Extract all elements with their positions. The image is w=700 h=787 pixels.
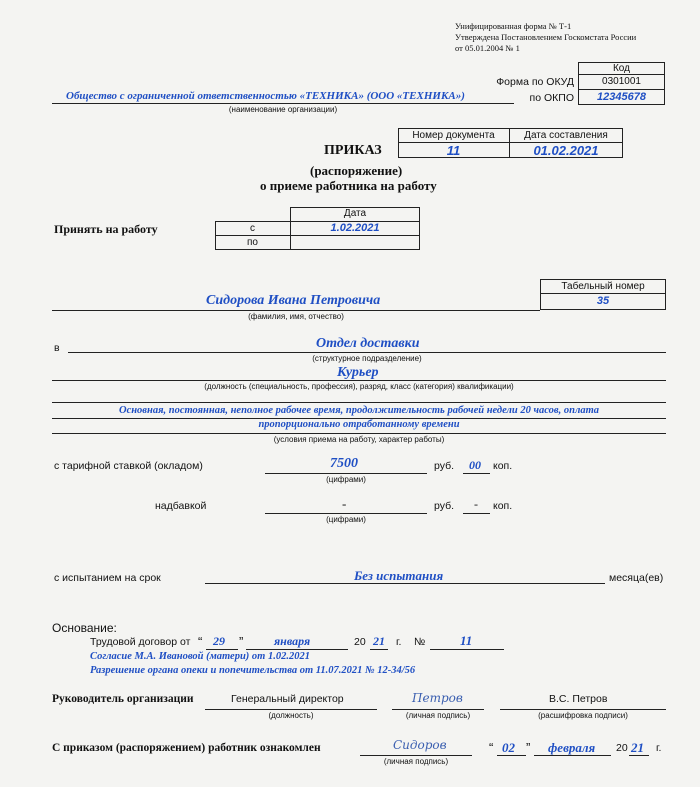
ack-day: 02 [502,740,515,755]
okpo-value: 12345678 [597,91,646,103]
basis-note1: Согласие М.А. Ивановой (матери) от 1.02.2021 [90,651,310,662]
probation-line [205,583,605,584]
ack-year-line [629,755,649,756]
contract-year-suffix: 21 [373,634,385,648]
employee-name-line [52,310,540,311]
organization-name: Общество с ограниченной ответственностью «ТЕХНИКА» (ООО «ТЕХНИКА») [66,90,465,102]
document-subtitle: (распоряжение) [310,163,403,178]
approved-line1: Утверждена Постановлением Госкомстата России [455,32,637,42]
job-title-line [52,380,666,381]
code-label: Код [612,63,630,74]
organization-caption: (наименование организации) [228,105,338,114]
contract-quote-open: “ [198,634,203,649]
rate-caption: (цифрами) [326,475,366,484]
rate-kop-value: 00 [469,458,481,472]
job-title-value: Курьер [337,365,379,380]
head-name: В.С. Петров [549,693,608,705]
hire-from-value: 1.02.2021 [330,222,380,234]
document-number-label: Номер документа [412,130,495,141]
bonus-kop-value: - [474,497,478,511]
document-date-label: Дата составления [524,130,608,141]
contract-year-label: г. [396,636,402,648]
rate-line [265,473,427,474]
employee-signature-caption: (личная подпись) [383,757,449,766]
employee-signature-line [360,755,472,756]
ack-year-prefix: 20 [616,742,628,754]
okpo-label: по ОКПО [529,92,574,104]
ack-quote-close: ” [526,740,531,755]
head-name-caption: (расшифровка подписи) [538,711,628,720]
rate-label: с тарифной ставкой (окладом) [54,460,203,472]
acknowledged-label: С приказом (распоряжением) работник ознакомлен [52,742,321,754]
hire-label: Принять на работу [54,222,158,236]
bonus-kop-line [463,513,490,514]
contract-number-line [430,649,504,650]
contract-number: 11 [460,633,473,648]
head-signature: Петров [412,691,463,705]
department-line [68,352,666,353]
head-name-line [500,709,666,710]
bonus-kop-label: коп. [493,500,513,512]
document-title: ПРИКАЗ [324,143,382,158]
contract-month-line [246,649,348,650]
bonus-caption: (цифрами) [326,515,366,524]
ack-month-line [534,755,611,756]
basis-label: Основание: [52,621,117,635]
ack-year-suffix: 21 [631,740,644,755]
ack-quote-open: “ [489,740,494,755]
head-position: Генеральный директор [231,693,344,705]
form-name: Унифицированная форма № Т-1 [455,21,572,31]
conditions-line2-rule [52,433,666,434]
employee-signature: Сидоров [393,738,447,752]
hire-date-header: Дата [343,208,367,219]
okud-label: Форма по ОКУД [496,76,574,88]
employee-name-caption: (фамилия, имя, отчество) [248,312,344,321]
contract-day: 29 [213,634,225,648]
bonus-value: - [342,496,347,511]
in-label: в [54,342,60,354]
department-caption: (структурное подразделение) [312,354,422,363]
tab-number-value: 35 [596,295,610,307]
head-position-line [205,709,377,710]
organization-line [52,103,514,104]
approved-line2: от 05.01.2004 № 1 [455,43,520,53]
head-signature-line [392,709,484,710]
contract-year-prefix: 20 [354,636,366,648]
document-topic: о приеме работника на работу [260,178,437,193]
okud-value: 0301001 [602,76,641,87]
ack-day-line [497,755,526,756]
contract-day-line [206,649,238,650]
rate-kop-line [463,473,490,474]
ack-year-label: г. [656,742,662,754]
hire-from-label: с [250,223,255,234]
rate-value: 7500 [330,456,358,471]
rate-rub-label: руб. [434,460,455,472]
document-date-value: 01.02.2021 [533,143,599,158]
contract-month: января [274,634,311,648]
conditions-line2: пропорционально отработанному времени [258,419,460,430]
head-position-caption: (должность) [268,711,314,720]
probation-label: с испытанием на срок [54,572,161,584]
hire-to-label: по [247,237,258,248]
employee-full-name: Сидорова Ивана Петровича [206,293,381,308]
basis-note2: Разрешение органа опеки и попечительства от 11.07.2021 № 12-34/56 [90,665,416,676]
conditions-caption: (условия приема на работу, характер работы) [273,435,445,444]
probation-value: Без испытания [354,568,444,583]
bonus-label: надбавкой [155,500,207,512]
tab-number-label: Табельный номер [561,281,645,292]
contract-number-sign: № [414,636,426,648]
bonus-rub-label: руб. [434,500,455,512]
conditions-line1: Основная, постоянная, неполное рабочее время, продолжительность рабочей недели 20 часов, оплата [118,405,600,416]
department-value: Отдел доставки [316,336,420,351]
bonus-line [265,513,427,514]
rate-kop-label: коп. [493,460,513,472]
contract-year-line [370,649,388,650]
head-label: Руководитель организации [52,693,194,705]
document-number-value: 11 [446,143,461,158]
ack-month: февраля [548,740,596,755]
contract-label: Трудовой договор от [90,636,191,648]
head-signature-caption: (личная подпись) [405,711,471,720]
job-title-caption: (должность (специальность, профессия), разряд, класс (категория) квалификации) [204,382,514,391]
probation-unit: месяца(ев) [609,572,664,584]
spacer-line [52,402,666,403]
contract-quote-close: ” [239,634,244,649]
